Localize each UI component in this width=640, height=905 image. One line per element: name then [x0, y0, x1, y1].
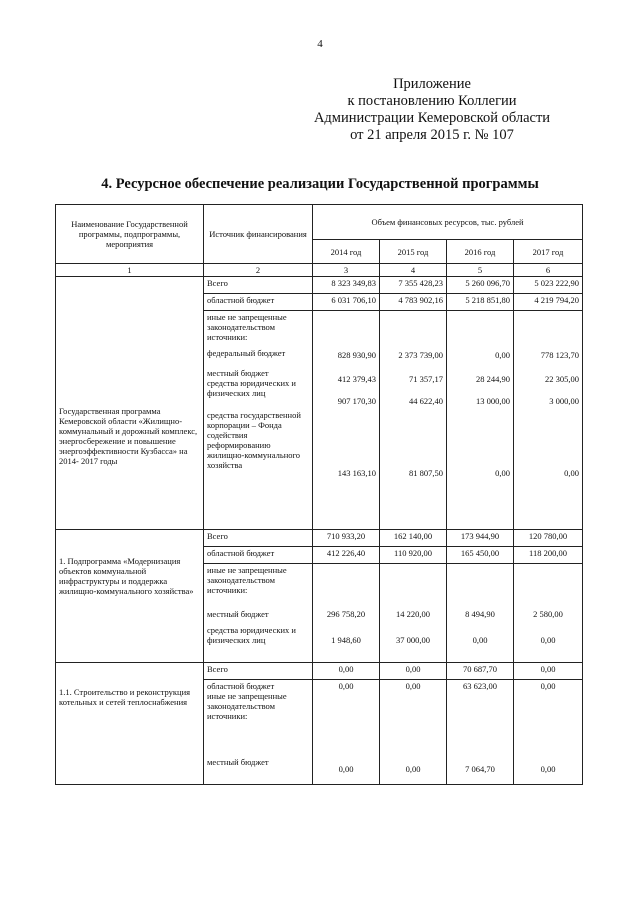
header-volume-cell: Объем финансовых ресурсов, тыс. рублей — [313, 205, 583, 240]
header-year-cell: 2015 год — [380, 240, 447, 264]
value-federal: 828 930,90 — [337, 350, 376, 360]
page-number: 4 — [317, 38, 323, 50]
column-number: 2 — [204, 264, 313, 277]
value-local: 22 305,00 — [545, 374, 579, 384]
column-numbers-row — [56, 264, 583, 277]
value-cell — [380, 564, 447, 663]
resource-table — [55, 204, 583, 785]
value-cell — [313, 311, 380, 530]
value-cell: 70 687,70 — [447, 663, 514, 680]
appendix-line-3: Администрации Кемеровской области — [313, 110, 551, 126]
value-local: 0,00 — [338, 764, 354, 774]
column-number: 1 — [56, 264, 204, 277]
value-local: 28 244,90 — [476, 374, 510, 384]
value-cell — [380, 311, 447, 530]
value-cell — [380, 680, 447, 785]
source-local-label: местный бюджет — [207, 368, 269, 378]
value-cell — [514, 680, 583, 785]
measure-name-cell: 1.1. Строительство и реконструкция котельных и сетей теплоснабжения — [56, 663, 204, 785]
appendix-line-1: Приложение — [393, 76, 471, 92]
value-cell: 118 200,00 — [514, 547, 583, 564]
appendix-line-4: от 21 апреля 2015 г. № 107 — [350, 127, 514, 143]
value-federal: 2 373 739,00 — [398, 350, 443, 360]
value-cell — [514, 311, 583, 530]
value-cell: 0,00 — [514, 663, 583, 680]
value-cell — [447, 564, 514, 663]
header-year-cell: 2017 год — [514, 240, 583, 264]
value-cell: 710 933,20 — [313, 530, 380, 547]
value-cell — [447, 680, 514, 785]
source-cell — [204, 680, 313, 785]
column-number: 6 — [514, 264, 583, 277]
value-local: 296 758,20 — [326, 609, 366, 619]
source-legal-label: средства юридических и физических лиц — [207, 625, 296, 645]
value-local: 0,00 — [540, 764, 556, 774]
value-legal: 0,00 — [540, 635, 556, 645]
value-legal: 0,00 — [472, 635, 488, 645]
value-cell — [447, 311, 514, 530]
source-local-label: местный бюджет — [207, 609, 269, 619]
value-legal: 13 000,00 — [476, 396, 510, 406]
document-title: 4. Ресурсное обеспечение реализации Государственной программы — [101, 176, 539, 192]
value-cell: 110 920,00 — [380, 547, 447, 564]
value-cell — [514, 564, 583, 663]
column-number: 5 — [447, 264, 514, 277]
value-legal: 1 948,60 — [331, 635, 361, 645]
header-year-cell: 2014 год — [313, 240, 380, 264]
source-local-label: местный бюджет — [207, 757, 269, 767]
value-cell: 162 140,00 — [380, 530, 447, 547]
value-legal: 3 000,00 — [549, 396, 579, 406]
source-cell: Всего — [204, 530, 313, 547]
value-cell: 0,00 — [380, 663, 447, 680]
value-cell: 412 226,40 — [313, 547, 380, 564]
value-cell: 5 218 851,80 — [447, 294, 514, 311]
value-cell: 7 355 428,23 — [380, 277, 447, 294]
value-local: 7 064,70 — [465, 764, 495, 774]
value-local: 0,00 — [405, 764, 421, 774]
value-federal: 0,00 — [495, 350, 510, 360]
value-local: 412 379,43 — [337, 374, 376, 384]
value-local: 71 357,17 — [409, 374, 443, 384]
source-cell: Всего — [204, 277, 313, 294]
source-cell: областной бюджет — [204, 547, 313, 564]
value-regional: 0,00 — [338, 681, 354, 691]
source-other-label: иные не запрещенные законодательством источники: — [207, 312, 287, 342]
value-cell: 120 780,00 — [514, 530, 583, 547]
appendix-header — [282, 76, 582, 144]
source-federal-label: федеральный бюджет — [207, 348, 286, 358]
source-legal-label: средства юридических и физических лиц — [207, 378, 296, 398]
value-local: 8 494,90 — [465, 609, 495, 619]
value-local: 14 220,00 — [396, 609, 430, 619]
value-cell: 8 323 349,83 — [313, 277, 380, 294]
value-cell: 0,00 — [313, 663, 380, 680]
value-regional: 63 623,00 — [463, 681, 497, 691]
value-fund: 81 807,50 — [409, 468, 443, 478]
source-cell: Всего — [204, 663, 313, 680]
column-number: 4 — [380, 264, 447, 277]
header-name-cell: Наименование Государственной программы, подпрограммы, мероприятия — [56, 205, 204, 264]
header-source-cell: Источник финансирования — [204, 205, 313, 264]
source-cell: областной бюджет — [204, 294, 313, 311]
header-row — [56, 205, 583, 240]
source-cell — [204, 311, 313, 530]
source-fund-label: средства государственной корпорации – Фонда содействия реформированию жилищно-коммунального хозяйства — [207, 410, 301, 470]
table-row — [56, 277, 583, 294]
value-regional: 0,00 — [540, 681, 556, 691]
table-row — [56, 663, 583, 680]
value-cell: 6 031 706,10 — [313, 294, 380, 311]
value-legal: 37 000,00 — [396, 635, 430, 645]
source-cell — [204, 564, 313, 663]
value-local: 2 580,00 — [533, 609, 563, 619]
source-regional-label: областной бюджет — [207, 681, 275, 691]
appendix-line-2: к постановлению Коллегии — [347, 93, 517, 109]
column-number: 3 — [313, 264, 380, 277]
value-cell: 173 944,90 — [447, 530, 514, 547]
value-cell — [313, 680, 380, 785]
source-other-label: иные не запрещенные законодательством источники: — [207, 565, 287, 595]
value-cell: 165 450,00 — [447, 547, 514, 564]
subprogram-name-cell: 1. Подпрограмма «Модернизация объектов коммунальной инфраструктуры и поддержка жилищно-коммунального хозяйства» — [56, 530, 204, 663]
value-fund: 0,00 — [564, 468, 579, 478]
table-row — [56, 530, 583, 547]
source-other-label: иные не запрещенные законодательством источники: — [207, 691, 287, 721]
value-federal: 778 123,70 — [540, 350, 579, 360]
value-fund: 0,00 — [495, 468, 510, 478]
value-cell: 4 219 794,20 — [514, 294, 583, 311]
value-regional: 0,00 — [405, 681, 421, 691]
value-cell: 4 783 902,16 — [380, 294, 447, 311]
program-name-cell: Государственная программа Кемеровской области «Жилищно-коммунальный и дорожный комплекс, энергосбережение и повышение энергоэффективности Кузбасса» на 2014- 2017 годы — [56, 277, 204, 530]
value-cell: 5 260 096,70 — [447, 277, 514, 294]
value-legal: 907 170,30 — [337, 396, 376, 406]
value-fund: 143 163,10 — [337, 468, 376, 478]
value-cell — [313, 564, 380, 663]
header-year-cell: 2016 год — [447, 240, 514, 264]
value-legal: 44 622,40 — [409, 396, 443, 406]
value-cell: 5 023 222,90 — [514, 277, 583, 294]
